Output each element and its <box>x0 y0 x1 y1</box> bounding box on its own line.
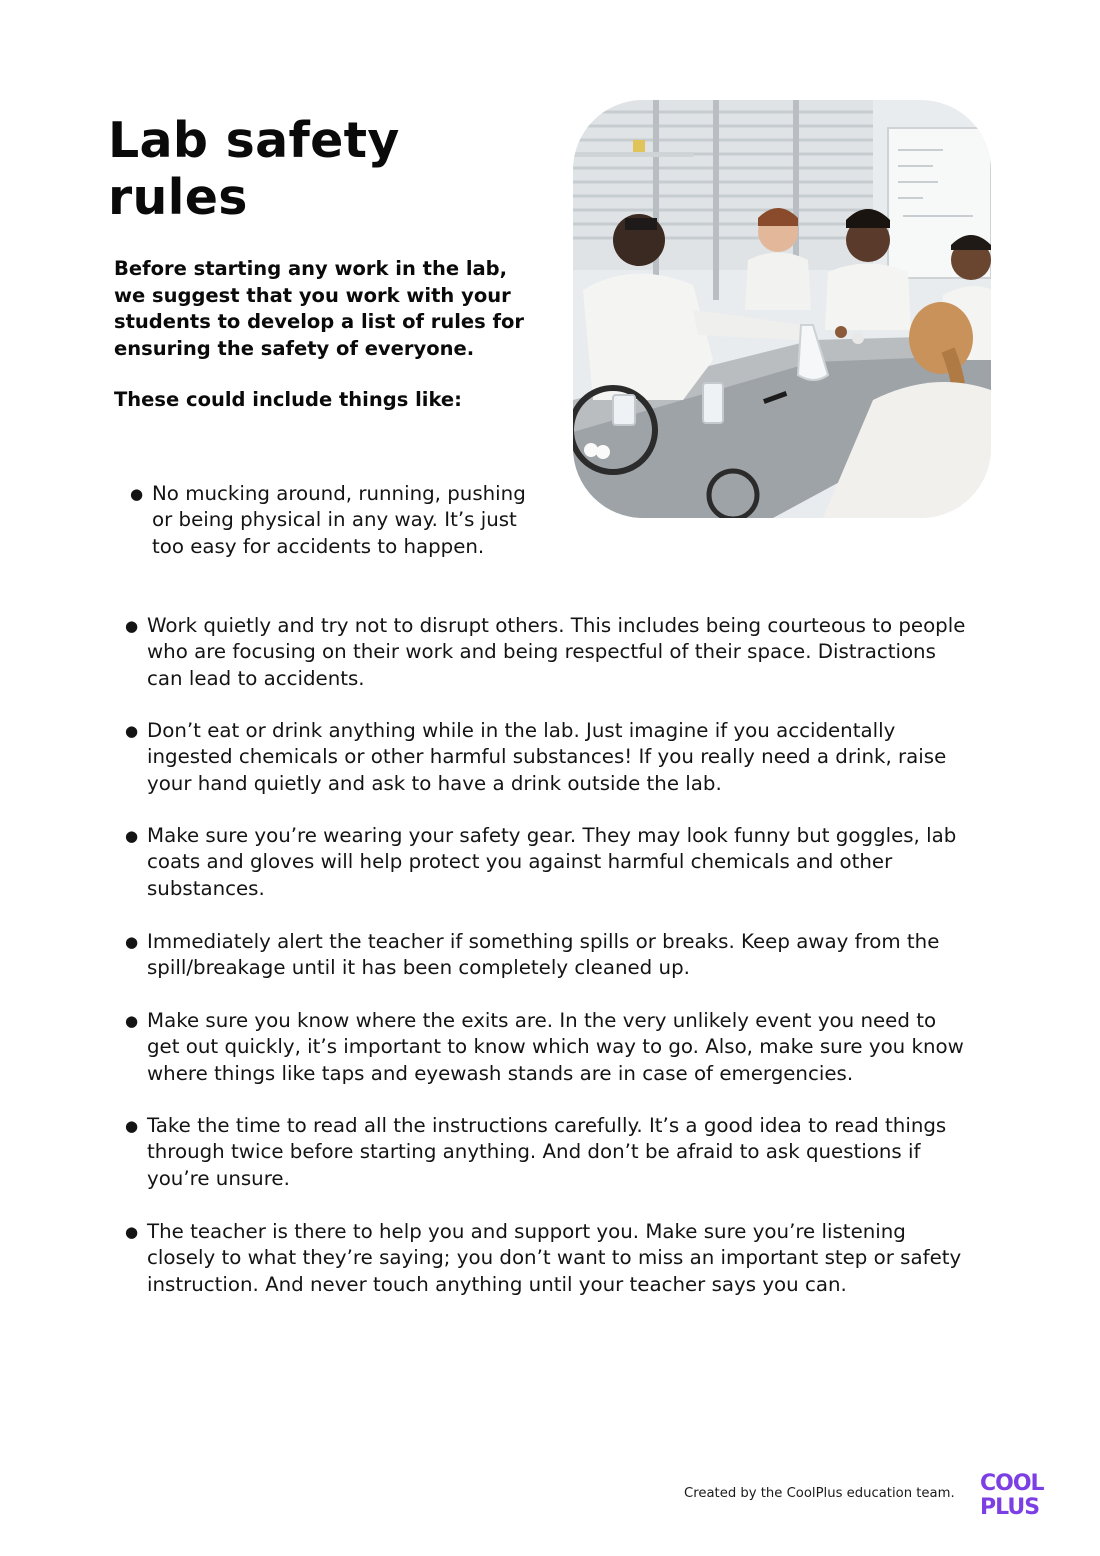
list-item <box>125 823 967 902</box>
bullet-icon: ● <box>125 1117 139 1135</box>
list-item <box>125 718 967 797</box>
list-item <box>125 1113 967 1192</box>
rule-text: Don’t eat or drink anything while in the lab. Just imagine if you accidentally ingested chemicals or other harmful substances! If you really need a drink, raise your hand quietly and ask to have a drink outside the lab. <box>147 719 947 795</box>
list-item <box>125 613 967 692</box>
rule-text: Make sure you’re wearing your safety gear. They may look funny but goggles, lab coats and gloves will help protect you against harmful chemicals and other substances. <box>147 824 957 900</box>
bullet-icon: ● <box>125 1223 139 1241</box>
list-item <box>125 1008 967 1087</box>
lab-photo <box>573 100 991 518</box>
rule-text: Work quietly and try not to disrupt others. This includes being courteous to people who are focusing on their work and being respectful of their space. Distractions can lead to accidents. <box>147 614 966 690</box>
bullet-icon: ● <box>125 1012 139 1030</box>
bullet-icon: ● <box>125 722 139 740</box>
rule-text: Make sure you know where the exits are. In the very unlikely event you need to get out quickly, it’s important to know which way to go. Also, make sure you know where things like taps and eyewash stands are in case of emergencies. <box>147 1009 964 1085</box>
footer-credit: Created by the CoolPlus education team. <box>684 1486 955 1501</box>
rule-text: The teacher is there to help you and support you. Make sure you’re listening closely to what they’re saying; you don’t want to miss an important step or safety instruction. And never touch anything until your teacher says you can. <box>147 1220 962 1296</box>
logo-line1: COOL <box>980 1471 1044 1496</box>
coolplus-logo <box>978 1468 1058 1518</box>
logo-line2: PLUS <box>980 1495 1040 1518</box>
intro-subheading: These could include things like: <box>114 388 462 411</box>
list-item <box>125 1219 967 1298</box>
bullet-icon: ● <box>125 933 139 951</box>
rule-text: Immediately alert the teacher if something spills or breaks. Keep away from the spill/breakage until it has been completely cleaned up. <box>147 930 940 980</box>
list-item <box>130 481 544 560</box>
bullet-icon: ● <box>125 827 139 845</box>
page-title: Lab safety rules <box>108 112 400 226</box>
rule-text: No mucking around, running, pushing or being physical in any way. It’s just too easy for accidents to happen. <box>152 482 526 558</box>
bullet-icon: ● <box>125 617 139 635</box>
rule-text: Take the time to read all the instructions carefully. It’s a good idea to read things through twice before starting anything. And don’t be afraid to ask questions if you’re unsure. <box>147 1114 947 1190</box>
bullet-icon: ● <box>130 485 144 503</box>
intro-paragraph: Before starting any work in the lab, we suggest that you work with your students to develop a list of rules for ensuring the safety of everyone. <box>114 257 525 360</box>
list-item <box>125 929 967 982</box>
